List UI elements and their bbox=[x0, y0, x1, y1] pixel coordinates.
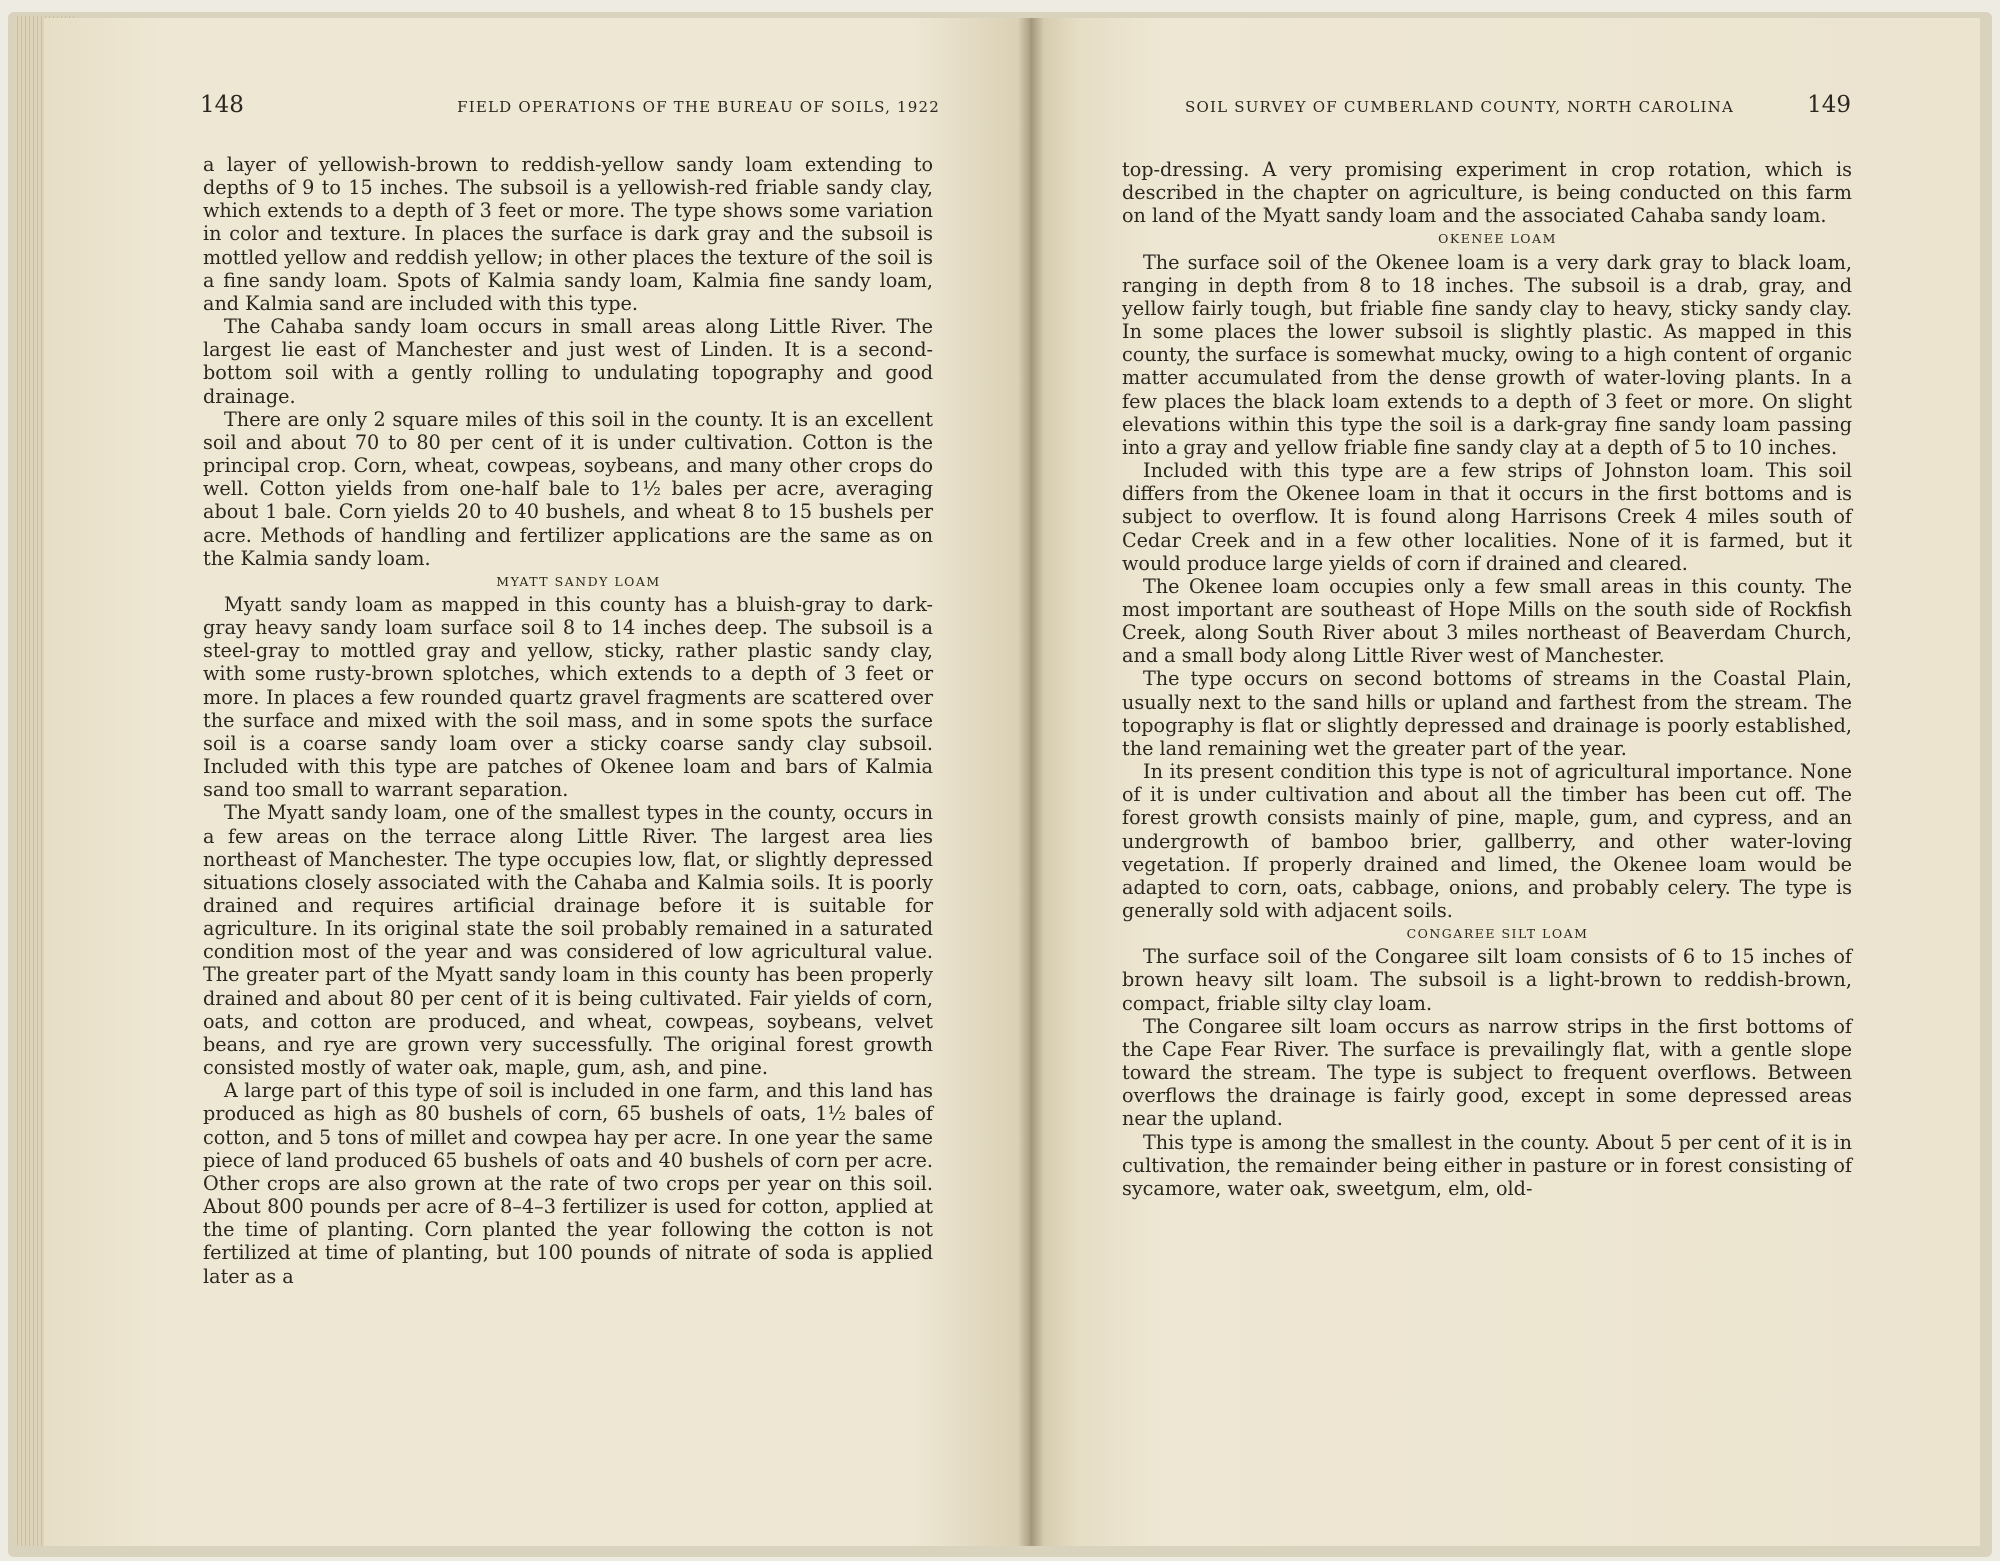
paragraph: The Okenee loam occupies only a few small areas in this county. The most important are southeast of Hope Mills on the south side of Rockfish Creek, along South River about 3 miles northeast of Beaverdam Church, and a small body along Little River west of Manchester. bbox=[1122, 574, 1852, 668]
section-heading: MYATT SANDY LOAM bbox=[496, 573, 661, 589]
book-spine bbox=[1018, 18, 1044, 1546]
paragraph: A large part of this type of soil is included in one farm, and this land has produced as high as 80 bushels of corn, 65 bushels of oats, 1½ bales of cotton, and 5 tons of millet and cowpea hay per acre. In one year the same piece of land produced 65 bushels of oats and 40 bushels of corn per acre. Other crops are also grown at the rate of two crops per year on this soil. About 800 pounds per acre of 8–4–3 fertilizer is used for cotton, applied at the time of planting. Corn planted the year following the cotton is not fertilized at time of planting, but 100 pounds of nitrate of soda is applied later as a bbox=[203, 1079, 933, 1288]
paragraph: In its present condition this type is not of agricultural importance. None of it is under cultivation and about all the timber has been cut off. The forest growth consists mainly of pine, maple, gum, and cypress, and an undergrowth of bamboo brier, gallberry, and other water-loving vegetation. If properly drained and limed, the Okenee loam would be adapted to corn, oats, cabbage, onions, and probably celery. The type is generally sold with adjacent soils. bbox=[1122, 760, 1852, 922]
right-page-number: 149 bbox=[1807, 92, 1851, 118]
paragraph: The surface soil of the Congaree silt loam consists of 6 to 15 inches of brown heavy silt loam. The subsoil is a light-brown to reddish-brown, compact, friable silty clay loam. bbox=[1122, 945, 1852, 1015]
paragraph: The Cahaba sandy loam occurs in small areas along Little River. The largest lie east of Manchester and just west of Linden. It is a second-bottom soil with a gently rolling to undulating topography and good drainage. bbox=[203, 315, 933, 408]
paragraph: This type is among the smallest in the county. About 5 per cent of it is in cultivation, the remainder being either in pasture or in forest consisting of sycamore, water oak, sweetgum, elm, old- bbox=[1122, 1130, 1852, 1200]
paragraph: Included with this type are a few strips of Johnston loam. This soil differs from the Okenee loam in that it occurs in the first bottoms and is subject to overflow. It is found along Harrisons Creek 4 miles south of Cedar Creek and in a few other localities. None of it is farmed, but it would produce large yields of corn if drained and cleared. bbox=[1122, 459, 1852, 575]
paragraph: The type occurs on second bottoms of streams in the Coastal Plain, usually next to the sand hills or upland and farthest from the stream. The topography is flat or slightly depressed and drainage is poorly established, the land remaining wet the greater part of the year. bbox=[1122, 667, 1852, 760]
left-running-title: FIELD OPERATIONS OF THE BUREAU OF SOILS, 1922 bbox=[457, 98, 940, 116]
right-running-head bbox=[1185, 92, 1851, 122]
left-text-column bbox=[203, 153, 933, 1288]
paragraph: Myatt sandy loam as mapped in this county has a bluish-gray to dark-gray heavy sandy loam surface soil 8 to 14 inches deep. The subsoil is a steel-gray to mottled gray and yellow, sticky, rather plastic sandy clay, with some rusty-brown splotches, which extends to a depth of 3 feet or more. In places a few rounded quartz gravel fragments are scattered over the surface and mixed with the soil mass, and in some spots the surface soil is a coarse sandy loam over a sticky coarse sandy clay subsoil. Included with this type are patches of Okenee loam and bars of Kalmia sand too small to warrant separation. bbox=[203, 592, 933, 802]
right-text-column bbox=[1122, 158, 1852, 1200]
paragraph: The surface soil of the Okenee loam is a very dark gray to black loam, ranging in depth from 8 to 18 inches. The subsoil is a drab, gray, and yellow fairly tough, but friable fine sandy clay to heavy, sticky sandy clay. In some places the lower subsoil is slightly plastic. As mapped in this county, the surface is somewhat mucky, owing to a high content of organic matter accumulated from the dense growth of water-loving plants. In a few places the black loam extends to a depth of 3 feet or more. On slight elevations within this type the soil is a dark-gray fine sandy loam passing into a gray and yellow friable fine sandy clay at a depth of 5 to 10 inches. bbox=[1122, 250, 1852, 459]
section-heading: CONGAREE SILT LOAM bbox=[1406, 926, 1589, 942]
left-running-head bbox=[200, 92, 940, 122]
paragraph: The Myatt sandy loam, one of the smallest types in the county, occurs in a few areas on the terrace along Little River. The largest area lies northeast of Manchester. The type occupies low, flat, or slightly depressed situations closely associated with the Cahaba and Kalmia soils. It is poorly drained and requires artificial drainage before it is suitable for agriculture. In its original state the soil probably remained in a saturated condition most of the year and was considered of low agricultural value. The greater part of the Myatt sandy loam in this county has been properly drained and about 80 per cent of it is being cultivated. Fair yields of corn, oats, and cotton are produced, and wheat, cowpeas, soybeans, velvet beans, and rye are grown very successfully. The original forest growth consisted mostly of water oak, maple, gum, ash, and pine. bbox=[203, 801, 933, 1080]
paragraph: There are only 2 square miles of this soil in the county. It is an excellent soil and about 70 to 80 per cent of it is under cultivation. Cotton is the principal crop. Corn, wheat, cowpeas, soybeans, and many other crops do well. Cotton yields from one-half bale to 1½ bales per acre, averaging about 1 bale. Corn yields 20 to 40 bushels, and wheat 8 to 15 bushels per acre. Methods of handling and fertilizer applications are the same as on the Kalmia sandy loam. bbox=[203, 407, 933, 570]
paragraph: The Congaree silt loam occurs as narrow strips in the first bottoms of the Cape Fear River. The surface is prevailingly flat, with a gentle slope toward the stream. The type is subject to frequent overflows. Between overflows the drainage is fairly good, except in some depressed areas near the upland. bbox=[1122, 1014, 1852, 1131]
paragraph: a layer of yellowish-brown to reddish-yellow sandy loam extending to depths of 9 to 15 inches. The subsoil is a yellowish-red friable sandy clay, which extends to a depth of 3 feet or more. The type shows some variation in color and texture. In places the surface is dark gray and the subsoil is mottled yellow and reddish yellow; in other places the texture of the soil is a fine sandy loam. Spots of Kalmia sandy loam, Kalmia fine sandy loam, and Kalmia sand are included with this type. bbox=[203, 153, 933, 315]
right-running-title: SOIL SURVEY OF CUMBERLAND COUNTY, NORTH CAROLINA bbox=[1185, 98, 1734, 116]
paragraph: top-dressing. A very promising experiment in crop rotation, which is described in the chapter on agriculture, is being conducted on this farm on land of the Myatt sandy loam and the associated Cahaba sandy loam. bbox=[1122, 158, 1852, 228]
section-heading: OKENEE LOAM bbox=[1438, 231, 1557, 247]
left-page-number: 148 bbox=[200, 92, 244, 118]
